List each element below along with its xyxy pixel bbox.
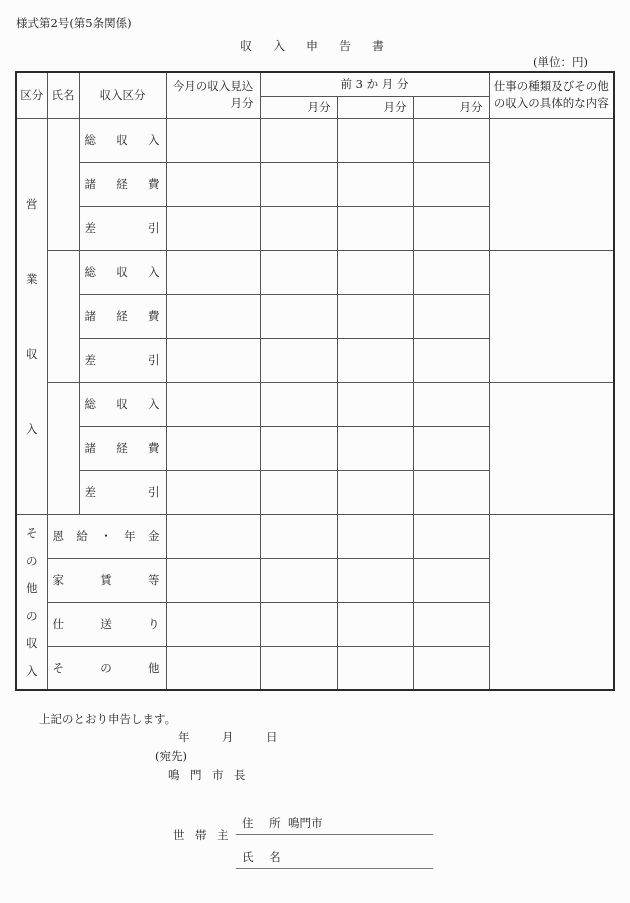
document-title — [240, 37, 405, 54]
input-cell[interactable] — [260, 162, 337, 206]
input-cell[interactable] — [337, 602, 413, 646]
title-char: 入 — [273, 39, 286, 53]
row-label-net: 差 引 — [79, 206, 166, 250]
day-label: 日 — [266, 730, 278, 744]
header-name: 氏名 — [47, 72, 79, 118]
details-line2: の収入の具体的な内容 — [493, 96, 609, 111]
title-char: 告 — [339, 39, 352, 53]
input-cell[interactable] — [337, 294, 413, 338]
input-cell[interactable] — [166, 646, 260, 690]
input-cell[interactable] — [260, 646, 337, 690]
prev-month-3: 月分 — [413, 96, 489, 118]
input-cell[interactable] — [166, 294, 260, 338]
details-cell-2[interactable] — [489, 250, 614, 382]
header-prev3: 前 3 か 月 分 — [260, 72, 489, 96]
input-cell[interactable] — [413, 558, 489, 602]
input-cell[interactable] — [260, 250, 337, 294]
row-label-gross: 総 収 入 — [79, 382, 166, 426]
details-cell-other[interactable] — [489, 514, 614, 690]
other-income-label: そ の 他 の 収 入 — [16, 514, 47, 690]
row-label-gross: 総 収 入 — [79, 250, 166, 294]
row-label-net: 差 引 — [79, 470, 166, 514]
header-details — [489, 72, 614, 118]
input-cell[interactable] — [337, 382, 413, 426]
prev-month-1: 月分 — [260, 96, 337, 118]
header-income-type: 収入区分 — [79, 72, 166, 118]
input-cell[interactable] — [166, 470, 260, 514]
input-cell[interactable] — [260, 558, 337, 602]
input-cell[interactable] — [413, 162, 489, 206]
details-line1: 仕事の種類及びその他 — [493, 79, 609, 94]
input-cell[interactable] — [260, 118, 337, 162]
input-cell[interactable] — [166, 250, 260, 294]
mayor-label: 鳴 門 市 長 — [168, 768, 246, 782]
input-cell[interactable] — [166, 558, 260, 602]
input-cell[interactable] — [166, 514, 260, 558]
input-cell[interactable] — [260, 514, 337, 558]
row-label-net: 差 引 — [79, 338, 166, 382]
input-cell[interactable] — [337, 558, 413, 602]
input-cell[interactable] — [166, 426, 260, 470]
addressee-label: (宛先) — [155, 749, 187, 763]
householder-label: 世 帯 主 — [173, 828, 229, 842]
declaration-text: 上記のとおり申告します。 — [39, 712, 177, 726]
input-cell[interactable] — [337, 338, 413, 382]
input-cell[interactable] — [166, 338, 260, 382]
input-cell[interactable] — [337, 514, 413, 558]
input-cell[interactable] — [260, 426, 337, 470]
form-id: 様式第2号(第5条関係) — [16, 16, 132, 30]
name-field[interactable] — [236, 849, 433, 869]
name-cell-1[interactable] — [47, 118, 79, 250]
address-label: 住 所 — [242, 816, 287, 830]
row-label-allowance: 仕 送 り — [47, 602, 166, 646]
input-cell[interactable] — [413, 426, 489, 470]
input-cell[interactable] — [413, 514, 489, 558]
year-label: 年 — [178, 730, 190, 744]
input-cell[interactable] — [166, 162, 260, 206]
input-cell[interactable] — [413, 338, 489, 382]
row-label-expenses: 諸 経 費 — [79, 294, 166, 338]
input-cell[interactable] — [337, 470, 413, 514]
month-label: 月 — [222, 730, 234, 744]
current-month-line1: 今月の収入見込 — [172, 79, 254, 94]
input-cell[interactable] — [260, 382, 337, 426]
input-cell[interactable] — [166, 382, 260, 426]
input-cell[interactable] — [260, 602, 337, 646]
row-label-gross: 総 収 入 — [79, 118, 166, 162]
current-month-line2: 月分 — [230, 96, 254, 111]
row-label-pension: 恩 給 ・ 年 金 — [47, 514, 166, 558]
input-cell[interactable] — [260, 470, 337, 514]
business-income-label: 営 業 収 入 — [16, 118, 47, 514]
title-char: 収 — [240, 39, 253, 53]
address-field[interactable] — [236, 815, 433, 835]
name-label: 氏 名 — [242, 850, 287, 864]
income-table — [15, 71, 615, 691]
input-cell[interactable] — [413, 206, 489, 250]
input-cell[interactable] — [166, 118, 260, 162]
input-cell[interactable] — [413, 602, 489, 646]
input-cell[interactable] — [260, 338, 337, 382]
date-field[interactable] — [178, 729, 310, 745]
input-cell[interactable] — [413, 250, 489, 294]
unit-label: (単位：円) — [533, 55, 588, 69]
input-cell[interactable] — [337, 162, 413, 206]
prev-month-2: 月分 — [337, 96, 413, 118]
name-cell-3[interactable] — [47, 382, 79, 514]
name-cell-2[interactable] — [47, 250, 79, 382]
input-cell[interactable] — [337, 426, 413, 470]
header-current-month — [166, 72, 260, 118]
header-category: 区分 — [16, 72, 47, 118]
input-cell[interactable] — [413, 470, 489, 514]
details-cell-3[interactable] — [489, 382, 614, 514]
input-cell[interactable] — [337, 118, 413, 162]
input-cell[interactable] — [413, 294, 489, 338]
input-cell[interactable] — [260, 206, 337, 250]
input-cell[interactable] — [337, 250, 413, 294]
input-cell[interactable] — [166, 602, 260, 646]
input-cell[interactable] — [337, 646, 413, 690]
input-cell[interactable] — [337, 206, 413, 250]
row-label-expenses: 諸 経 費 — [79, 162, 166, 206]
address-value: 鳴門市 — [288, 816, 323, 830]
row-label-rent: 家 賃 等 — [47, 558, 166, 602]
input-cell[interactable] — [413, 646, 489, 690]
row-label-misc: そ の 他 — [47, 646, 166, 690]
input-cell[interactable] — [413, 118, 489, 162]
title-char: 申 — [306, 39, 319, 53]
details-cell-1[interactable] — [489, 118, 614, 250]
row-label-expenses: 諸 経 費 — [79, 426, 166, 470]
input-cell[interactable] — [413, 382, 489, 426]
input-cell[interactable] — [166, 206, 260, 250]
input-cell[interactable] — [260, 294, 337, 338]
title-char: 書 — [372, 39, 385, 53]
